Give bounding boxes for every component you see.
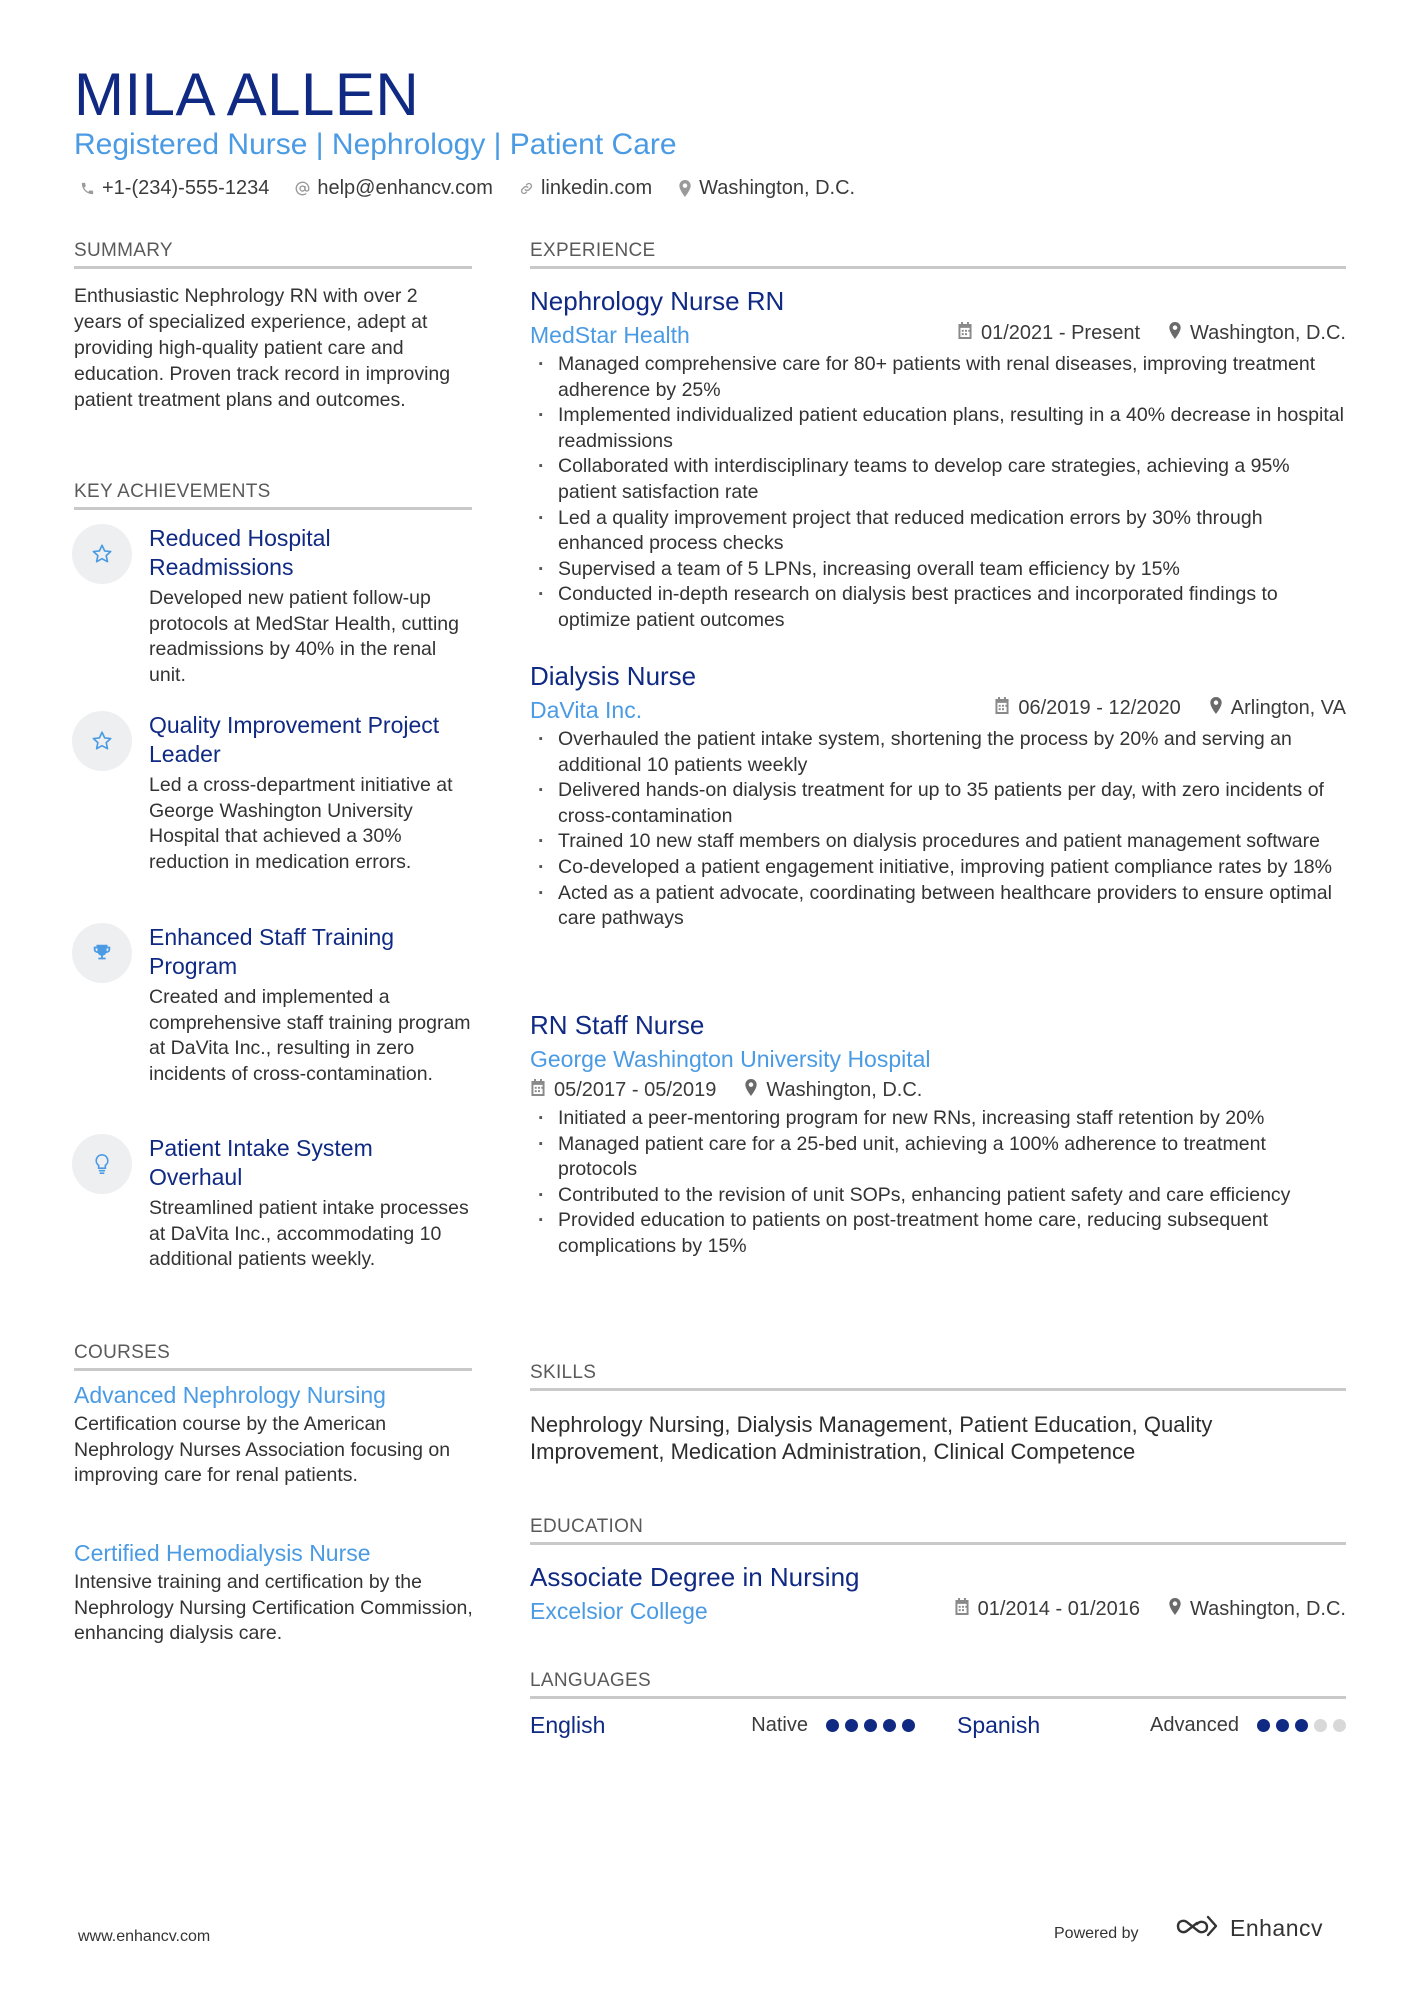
email-text: help@enhancv.com: [317, 177, 493, 199]
achievement-desc: Created and implemented a comprehensive staff training program at DaVita Inc., resulting in zero incidents of cross-contamination.: [149, 986, 471, 1085]
linkedin-text: linkedin.com: [540, 177, 653, 199]
language-level: Native: [751, 1714, 808, 1736]
job-title: RN Staff Nurse: [530, 1010, 705, 1040]
degree-title: Associate Degree in Nursing: [530, 1562, 860, 1592]
language-item: [530, 1712, 915, 1739]
job-dates: 01/2021 - Present: [981, 322, 1140, 344]
rating-dot-empty: [1314, 1719, 1327, 1732]
job-title: Dialysis Nurse: [530, 661, 697, 691]
rating-dot-filled: [1257, 1719, 1270, 1732]
rating-dot-filled: [845, 1719, 858, 1732]
language-rating: [826, 1719, 915, 1732]
achievements-heading: KEY ACHIEVEMENTS: [74, 481, 472, 510]
summary-heading: SUMMARY: [74, 240, 472, 269]
rating-dot-filled: [1276, 1719, 1289, 1732]
language-level: Advanced: [1150, 1714, 1239, 1736]
candidate-name: MILA ALLEN: [74, 61, 420, 128]
job-entry: [530, 659, 1346, 932]
contact-email[interactable]: [295, 177, 493, 200]
language-name: Spanish: [957, 1712, 1041, 1738]
job-bullet: · Contributed to the revision of unit SOPs, enhancing patient safety and care efficiency: [530, 1183, 1346, 1209]
job-location: Washington, D.C.: [766, 1078, 923, 1101]
achievement-desc: Streamlined patient intake processes at DaVita Inc., accommodating 10 additional patients weekly.: [149, 1197, 469, 1271]
job-bullets: [530, 1106, 1346, 1260]
job-bullet: · Acted as a patient advocate, coordinating between healthcare providers to ensure optimal care pathways: [530, 881, 1346, 932]
location-text: Washington, D.C.: [699, 177, 856, 199]
job-bullet: · Supervised a team of 5 LPNs, increasing overall team efficiency by 15%: [530, 557, 1346, 583]
job-company: MedStar Health: [530, 322, 690, 348]
candidate-headline: Registered Nurse | Nephrology | Patient Care: [74, 128, 677, 161]
map-pin-icon: [1168, 1598, 1182, 1621]
footer-url[interactable]: www.enhancv.com: [78, 1928, 211, 1945]
rating-dot-filled: [1295, 1719, 1308, 1732]
job-bullets: [530, 727, 1346, 932]
contact-location: [678, 177, 855, 200]
at-icon: [295, 181, 310, 196]
achievement-title: Enhanced Staff Training Program: [149, 924, 395, 979]
courses-heading: COURSES: [74, 1342, 472, 1371]
contact-phone: [80, 177, 269, 200]
job-location: Washington, D.C.: [1190, 322, 1346, 344]
job-entry: [530, 1008, 1346, 1260]
calendar-icon: [957, 322, 973, 345]
contact-linkedin[interactable]: [519, 177, 652, 200]
languages-heading: LANGUAGES: [530, 1670, 1346, 1699]
trophy-icon: [72, 923, 132, 983]
course-desc: Intensive training and certification by the Nephrology Nursing Certification Commission, enhancing dialysis care.: [74, 1571, 473, 1645]
language-name: English: [530, 1712, 606, 1738]
job-bullet: · Managed comprehensive care for 80+ patients with renal diseases, improving treatment adherence by 25%: [530, 352, 1346, 403]
job-bullet: · Provided education to patients on post-treatment home care, reducing subsequent complications by 15%: [530, 1208, 1346, 1259]
job-bullet: · Delivered hands-on dialysis treatment for up to 35 patients per day, with zero incidents of cross-contamination: [530, 778, 1346, 829]
education-heading: EDUCATION: [530, 1516, 1346, 1545]
achievement-desc: Led a cross-department initiative at George Washington University Hospital that achieved a 30% reduction in medication errors.: [149, 774, 453, 873]
map-pin-icon: [744, 1079, 758, 1102]
job-entry: [530, 284, 1346, 634]
calendar-icon: [954, 1598, 970, 1621]
rating-dot-filled: [864, 1719, 877, 1732]
powered-by-label: Powered by: [1054, 1925, 1139, 1942]
achievement-title: Patient Intake System Overhaul: [149, 1135, 373, 1190]
map-pin-icon: [1209, 697, 1223, 720]
link-icon: [519, 181, 534, 196]
rating-dot-filled: [883, 1719, 896, 1732]
summary-text: Enthusiastic Nephrology RN with over 2 years of specialized experience, adept at providing high-quality patient care and education. Proven track record in improving patient treatment plans and outcomes.: [74, 285, 451, 411]
job-bullet: · Overhauled the patient intake system, shortening the process by 20% and serving an additional 10 patients weekly: [530, 727, 1346, 778]
education-entry: [530, 1560, 1346, 1626]
calendar-icon: [530, 1079, 546, 1102]
course-item: [74, 1538, 474, 1647]
phone-text: +1-(234)-555-1234: [102, 177, 270, 199]
job-bullet: · Implemented individualized patient education plans, resulting in a 40% decrease in hospital readmissions: [530, 403, 1346, 454]
education-location: Washington, D.C.: [1190, 1598, 1346, 1620]
job-bullets: [530, 352, 1346, 634]
enhancv-logo: [1174, 1914, 1323, 1943]
star-icon: [72, 711, 132, 771]
job-dates: 06/2019 - 12/2020: [1018, 697, 1181, 719]
job-bullet: · Conducted in-depth research on dialysis best practices and incorporated findings to optimize patient outcomes: [530, 582, 1346, 633]
job-title: Nephrology Nurse RN: [530, 286, 785, 316]
education-dates: 01/2014 - 01/2016: [977, 1598, 1140, 1620]
job-bullet: · Initiated a peer-mentoring program for new RNs, increasing staff retention by 20%: [530, 1106, 1346, 1132]
job-bullet: · Managed patient care for a 25-bed unit, achieving a 100% adherence to treatment protocols: [530, 1132, 1346, 1183]
job-bullet: · Led a quality improvement project that reduced medication errors by 30% through enhanced process checks: [530, 506, 1346, 557]
contact-bar: [80, 177, 855, 200]
course-title: Advanced Nephrology Nursing: [74, 1382, 386, 1408]
job-bullet: · Co-developed a patient engagement initiative, improving patient compliance rates by 18%: [530, 855, 1346, 881]
achievement-desc: Developed new patient follow-up protocols at MedStar Health, cutting readmissions by 40% in the renal unit.: [149, 587, 459, 686]
rating-dot-empty: [1333, 1719, 1346, 1732]
star-icon: [72, 524, 132, 584]
course-item: [74, 1380, 474, 1489]
experience-heading: EXPERIENCE: [530, 240, 1346, 269]
achievement-title: Quality Improvement Project Leader: [149, 712, 440, 767]
calendar-icon: [994, 697, 1010, 720]
language-rating: [1257, 1719, 1346, 1732]
map-pin-icon: [678, 180, 692, 197]
infinity-logo-icon: [1174, 1914, 1220, 1943]
job-bullet: · Collaborated with interdisciplinary teams to develop care strategies, achieving a 95% patient satisfaction rate: [530, 454, 1346, 505]
map-pin-icon: [1168, 322, 1182, 345]
school-name: Excelsior College: [530, 1598, 708, 1624]
job-bullet: · Trained 10 new staff members on dialysis procedures and patient management software: [530, 829, 1346, 855]
course-desc: Certification course by the American Nephrology Nurses Association focusing on improving care for renal patients.: [74, 1413, 451, 1487]
skills-text: Nephrology Nursing, Dialysis Management, Patient Education, Quality Improvement, Medication Administration, Clinical Competence: [530, 1412, 1213, 1464]
skills-heading: SKILLS: [530, 1362, 1346, 1391]
job-dates: 05/2017 - 05/2019: [554, 1078, 717, 1101]
job-company: George Washington University Hospital: [530, 1046, 931, 1072]
phone-icon: [80, 181, 95, 196]
job-location: Arlington, VA: [1230, 697, 1346, 719]
job-company: DaVita Inc.: [530, 697, 643, 723]
rating-dot-filled: [826, 1719, 839, 1732]
brand-name: Enhancv: [1230, 1915, 1324, 1941]
lightbulb-icon: [72, 1134, 132, 1194]
rating-dot-filled: [902, 1719, 915, 1732]
language-item: [957, 1712, 1346, 1739]
course-title: Certified Hemodialysis Nurse: [74, 1540, 371, 1566]
achievement-title: Reduced Hospital Readmissions: [149, 525, 331, 580]
